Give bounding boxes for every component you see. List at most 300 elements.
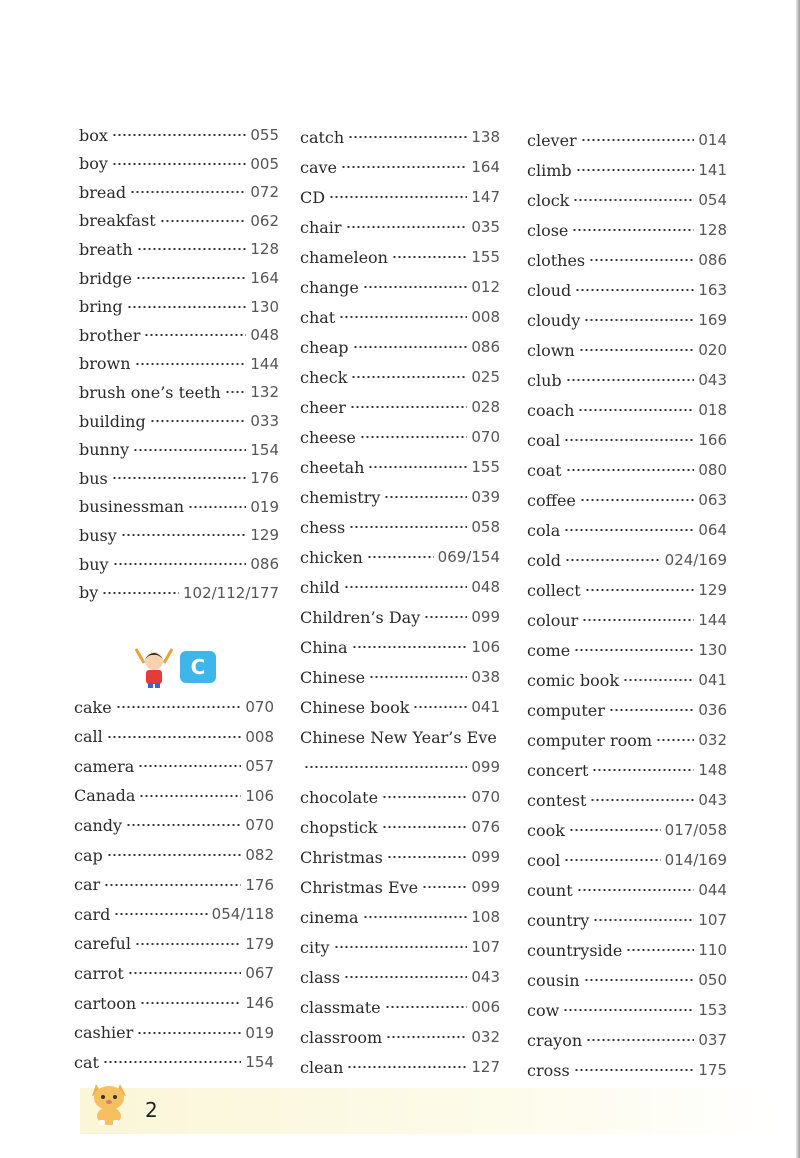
entry-word: cross <box>527 1060 570 1080</box>
entry-page: 070 <box>245 816 274 835</box>
index-entry <box>300 424 500 450</box>
entry-page: 086 <box>698 251 727 269</box>
index-entry <box>300 154 500 180</box>
leader-dots <box>422 886 467 888</box>
entry-word: chair <box>300 217 342 237</box>
leader-dots <box>581 139 695 141</box>
index-entry <box>79 294 279 320</box>
index-entry <box>79 122 279 148</box>
entry-word: cheer <box>300 397 346 417</box>
index-entry <box>527 847 727 873</box>
entry-page: 132 <box>250 383 279 402</box>
index-entry <box>79 522 279 548</box>
entry-page: 028 <box>471 398 500 416</box>
entry-word: carrot <box>74 963 124 983</box>
leader-dots <box>113 563 247 565</box>
entry-word: bring <box>79 297 123 317</box>
entry-page: 154 <box>250 440 279 459</box>
index-entry <box>527 1057 727 1083</box>
entry-word: bread <box>79 182 127 202</box>
entry-page: 014/169 <box>664 851 727 869</box>
index-entry <box>79 580 279 606</box>
entry-word: chopstick <box>300 817 378 837</box>
leader-dots <box>126 824 241 826</box>
leader-dots <box>582 619 694 621</box>
entry-page: 110 <box>698 941 727 959</box>
entry-page: 055 <box>250 126 279 144</box>
entry-word: chess <box>300 517 346 537</box>
index-entry <box>300 454 500 480</box>
entry-word: cheetah <box>300 457 365 477</box>
entry-page: 048 <box>471 578 500 596</box>
entry-word: cashier <box>74 1023 134 1043</box>
leader-dots <box>116 706 242 708</box>
leader-dots <box>367 556 434 558</box>
entry-word: classroom <box>300 1027 383 1047</box>
entry-word: businessman <box>79 497 185 517</box>
index-entry <box>300 754 500 780</box>
entry-page: 043 <box>698 791 727 809</box>
page-number: 2 <box>145 1098 158 1122</box>
entry-page: 064 <box>698 521 727 539</box>
entry-page: 146 <box>245 994 274 1012</box>
entry-page: 024/169 <box>664 551 727 569</box>
entry-word: candy <box>74 815 123 835</box>
leader-dots <box>160 220 247 222</box>
entry-page: 176 <box>245 875 274 894</box>
leader-dots <box>360 436 467 438</box>
index-entry <box>300 334 500 360</box>
entry-page: 014 <box>698 131 727 149</box>
entry-word: chemistry <box>300 487 381 507</box>
index-entry <box>74 842 274 868</box>
index-entry <box>527 457 727 483</box>
page-edge <box>796 0 800 1158</box>
entry-word: class <box>300 967 341 987</box>
entry-page: 080 <box>698 461 727 479</box>
index-entry <box>527 637 727 663</box>
leader-dots <box>580 499 694 501</box>
entry-word: cinema <box>300 907 359 927</box>
entry-word: chicken <box>300 547 363 567</box>
index-entry <box>74 960 274 986</box>
section-c-marker <box>130 645 240 690</box>
entry-page: 012 <box>471 278 500 296</box>
entry-word: cook <box>527 820 565 840</box>
entry-page: 048 <box>250 326 279 345</box>
index-entry <box>300 364 500 390</box>
leader-dots <box>138 765 241 767</box>
leader-dots <box>136 277 246 279</box>
leader-dots <box>350 406 468 408</box>
index-entry <box>527 1027 727 1053</box>
leader-dots <box>225 391 247 393</box>
entry-word: cat <box>74 1052 99 1072</box>
index-entry <box>79 494 279 520</box>
leader-dots <box>589 259 694 261</box>
index-entry <box>527 757 727 783</box>
entry-page: 106 <box>245 786 274 805</box>
entry-word: by <box>79 583 99 603</box>
entry-word: bus <box>79 468 108 488</box>
entry-page: 070 <box>471 788 500 806</box>
section-letter-badge: C <box>180 651 216 683</box>
index-entry <box>74 783 274 809</box>
leader-dots <box>144 334 246 336</box>
footer-band <box>80 1088 780 1134</box>
entry-page: 069/154 <box>437 548 500 566</box>
leader-dots <box>150 420 247 422</box>
entry-word: cheap <box>300 337 349 357</box>
entry-page: 062 <box>250 211 279 230</box>
entry-page: 155 <box>471 248 500 266</box>
index-entry <box>300 844 500 870</box>
index-entry <box>527 817 727 843</box>
index-entry <box>300 904 500 930</box>
index-entry <box>79 408 279 434</box>
leader-dots <box>368 466 467 468</box>
index-entry <box>74 901 274 927</box>
entry-page: 076 <box>471 818 500 836</box>
index-entry <box>527 727 727 753</box>
entry-page: 138 <box>471 128 500 146</box>
entry-page: 025 <box>471 368 500 386</box>
leader-dots <box>137 1032 241 1034</box>
index-entry <box>300 544 500 570</box>
entry-word: call <box>74 727 103 747</box>
entry-page: 070 <box>471 428 500 446</box>
entry-page: 072 <box>250 183 279 202</box>
leader-dots <box>590 799 694 801</box>
index-entry <box>527 157 727 183</box>
index-entry <box>300 934 500 960</box>
entry-word: Children’s Day <box>300 607 421 627</box>
leader-dots <box>385 1006 468 1008</box>
leader-dots <box>133 449 246 451</box>
index-entry <box>79 351 279 377</box>
entry-word: clock <box>527 190 570 210</box>
entry-page: 129 <box>698 581 727 599</box>
entry-word: catch <box>300 127 345 147</box>
entry-page: 039 <box>471 488 500 506</box>
leader-dots <box>626 949 694 951</box>
index-entry <box>74 931 274 957</box>
leader-dots <box>344 976 467 978</box>
index-entry <box>527 367 727 393</box>
entry-word: comic book <box>527 670 620 690</box>
index-entry <box>74 1049 274 1075</box>
index-entry <box>79 179 279 205</box>
cat-icon <box>84 1078 134 1126</box>
entry-word: computer <box>527 700 605 720</box>
index-entry <box>300 394 500 420</box>
entry-page: 019 <box>250 497 279 516</box>
entry-page: 106 <box>471 638 500 656</box>
entry-word: bridge <box>79 268 132 288</box>
entry-page: 044 <box>698 881 727 899</box>
entry-page: 070 <box>245 698 274 716</box>
leader-dots <box>347 1066 467 1068</box>
entry-page: 054/118 <box>211 905 274 924</box>
entry-word: cola <box>527 520 561 540</box>
entry-page: 179 <box>245 934 274 953</box>
entry-page: 086 <box>250 555 279 573</box>
entry-page: 035 <box>471 218 500 236</box>
leader-dots <box>564 529 694 531</box>
entry-word: brother <box>79 325 141 345</box>
entry-page: 129 <box>250 526 279 545</box>
leader-dots <box>352 646 468 648</box>
entry-word: breakfast <box>79 211 156 231</box>
leader-dots <box>121 534 247 536</box>
entry-page: 127 <box>471 1058 500 1076</box>
index-entry <box>79 379 279 405</box>
index-entry <box>79 551 279 577</box>
entry-page: 058 <box>471 518 500 536</box>
index-entry <box>527 667 727 693</box>
entry-page: 063 <box>698 491 727 509</box>
leader-dots <box>369 676 467 678</box>
leader-dots <box>584 979 695 981</box>
entry-page: 099 <box>471 758 500 776</box>
entry-word: change <box>300 277 359 297</box>
entry-page: 166 <box>698 431 727 449</box>
entry-word: Chinese <box>300 667 366 687</box>
entry-page: 108 <box>471 908 500 926</box>
entry-word: building <box>79 411 146 431</box>
index-entry <box>300 994 500 1020</box>
entry-word: cold <box>527 550 561 570</box>
index-entry <box>300 964 500 990</box>
index-entry <box>79 465 279 491</box>
entry-word: climb <box>527 160 572 180</box>
entry-page: 154 <box>245 1053 274 1072</box>
entry-word: Chinese book <box>300 697 410 717</box>
index-entry <box>74 724 274 750</box>
entry-word: chat <box>300 307 336 327</box>
index-entry <box>300 274 500 300</box>
entry-word: clown <box>527 340 575 360</box>
index-entry <box>527 997 727 1023</box>
index-entry <box>527 547 727 573</box>
entry-page: 043 <box>698 371 727 389</box>
leader-dots <box>349 526 467 528</box>
entry-word: classmate <box>300 997 381 1017</box>
entry-page: 153 <box>698 1001 727 1019</box>
entry-word: coach <box>527 400 575 420</box>
leader-dots <box>140 1002 241 1004</box>
leader-dots <box>107 736 242 738</box>
index-entry <box>527 397 727 423</box>
leader-dots <box>135 943 241 945</box>
entry-page: 019 <box>245 1023 274 1042</box>
leader-dots <box>392 256 467 258</box>
entry-word: buy <box>79 554 109 574</box>
leader-dots <box>563 1009 694 1011</box>
leader-dots <box>127 306 247 308</box>
entry-word: chameleon <box>300 247 388 267</box>
leader-dots <box>586 1039 694 1041</box>
entry-word: camera <box>74 756 135 776</box>
entry-page: 005 <box>250 154 279 173</box>
entry-page: 128 <box>250 240 279 259</box>
entry-page: 099 <box>471 848 500 866</box>
entry-page: 008 <box>471 308 500 326</box>
leader-dots <box>363 286 468 288</box>
leader-dots <box>348 136 467 138</box>
entry-word: check <box>300 367 348 387</box>
leader-dots <box>386 1036 467 1038</box>
entry-page: 006 <box>471 998 500 1016</box>
leader-dots <box>351 376 467 378</box>
leader-dots <box>592 769 694 771</box>
leader-dots <box>656 739 694 741</box>
leader-dots <box>564 439 694 441</box>
entry-word: cloud <box>527 280 572 300</box>
entry-word: careful <box>74 934 131 954</box>
leader-dots <box>564 859 660 861</box>
index-entry <box>300 124 500 150</box>
entry-word: cake <box>74 697 112 717</box>
entry-word: close <box>527 220 569 240</box>
index-entry <box>300 874 500 900</box>
index-entry <box>527 187 727 213</box>
index-entry <box>79 236 279 262</box>
entry-page: 041 <box>698 671 727 689</box>
entry-word: coffee <box>527 490 576 510</box>
entry-word: clever <box>527 130 577 150</box>
leader-dots <box>353 346 468 348</box>
entry-word: colour <box>527 610 579 630</box>
entry-word: cheese <box>300 427 356 447</box>
index-entry <box>300 604 500 630</box>
index-entry <box>74 694 274 720</box>
index-entry <box>79 437 279 463</box>
leader-dots <box>103 1061 241 1063</box>
index-entry <box>300 694 500 720</box>
entry-word: computer room <box>527 730 653 750</box>
index-entry <box>300 244 500 270</box>
entry-word: CD <box>300 187 326 207</box>
index-entry <box>527 967 727 993</box>
leader-dots <box>112 163 246 165</box>
leader-dots <box>329 196 467 198</box>
leader-dots <box>579 349 695 351</box>
entry-page: 099 <box>471 878 500 896</box>
index-entry <box>79 322 279 348</box>
child-cheering-icon <box>130 645 178 689</box>
index-entry <box>300 514 500 540</box>
index-entry <box>527 697 727 723</box>
entry-page: 130 <box>698 641 727 659</box>
leader-dots <box>584 319 694 321</box>
index-entry <box>527 277 727 303</box>
entry-word: bunny <box>79 440 130 460</box>
entry-page: 144 <box>698 611 727 629</box>
index-entry <box>527 577 727 603</box>
index-entry <box>527 307 727 333</box>
index-entry <box>300 184 500 210</box>
entry-word: concert <box>527 760 589 780</box>
entry-word: car <box>74 875 101 895</box>
leader-dots <box>139 795 241 797</box>
entry-page: 107 <box>471 938 500 956</box>
index-entry <box>74 812 274 838</box>
entry-page: 082 <box>245 846 274 864</box>
entry-page: 148 <box>698 761 727 779</box>
entry-page: 144 <box>250 354 279 373</box>
entry-word: cap <box>74 845 103 865</box>
index-entry <box>300 304 500 330</box>
entry-word: come <box>527 640 571 660</box>
entry-page: 164 <box>250 269 279 287</box>
leader-dots <box>387 856 467 858</box>
entry-word: busy <box>79 525 117 545</box>
index-entry <box>527 247 727 273</box>
leader-dots <box>593 919 694 921</box>
leader-dots <box>104 884 241 886</box>
index-entry <box>300 664 500 690</box>
leader-dots <box>344 586 468 588</box>
entry-page: 018 <box>698 401 727 419</box>
leader-dots <box>413 706 467 708</box>
index-entry <box>527 907 727 933</box>
entry-word: clothes <box>527 250 586 270</box>
entry-word: brown <box>79 354 131 374</box>
index-entry <box>79 265 279 291</box>
entry-page: 008 <box>245 727 274 746</box>
entry-page: 141 <box>698 161 727 179</box>
index-entry <box>527 127 727 153</box>
leader-dots <box>304 766 467 768</box>
entry-word: cartoon <box>74 993 137 1013</box>
entry-word: brush one’s teeth <box>79 382 221 402</box>
index-entry <box>527 337 727 363</box>
entry-word: boy <box>79 154 108 174</box>
leader-dots <box>424 616 467 618</box>
leader-dots <box>565 559 661 561</box>
leader-dots <box>137 248 247 250</box>
index-entry <box>79 208 279 234</box>
index-entry <box>300 214 500 240</box>
leader-dots <box>128 972 242 974</box>
entry-word: chocolate <box>300 787 379 807</box>
entry-page: 017/058 <box>664 821 727 839</box>
index-entry <box>527 607 727 633</box>
entry-page: 041 <box>471 698 500 716</box>
leader-dots <box>188 506 246 508</box>
entry-word: card <box>74 904 111 924</box>
entry-page: 128 <box>698 221 727 239</box>
leader-dots <box>107 854 242 856</box>
leader-dots <box>569 829 661 831</box>
index-entry <box>300 634 500 660</box>
leader-dots <box>575 289 694 291</box>
entry-page: 038 <box>471 668 500 686</box>
leader-dots <box>566 469 695 471</box>
index-entry <box>74 1020 274 1046</box>
leader-dots <box>577 889 695 891</box>
leader-dots <box>382 796 467 798</box>
entry-page: 050 <box>698 971 727 989</box>
entry-word: China <box>300 637 348 657</box>
index-entry <box>300 784 500 810</box>
entry-page: 163 <box>698 281 727 299</box>
leader-dots <box>573 199 694 201</box>
entry-page: 043 <box>471 968 500 986</box>
entry-page: 176 <box>250 469 279 488</box>
entry-page: 036 <box>698 701 727 719</box>
